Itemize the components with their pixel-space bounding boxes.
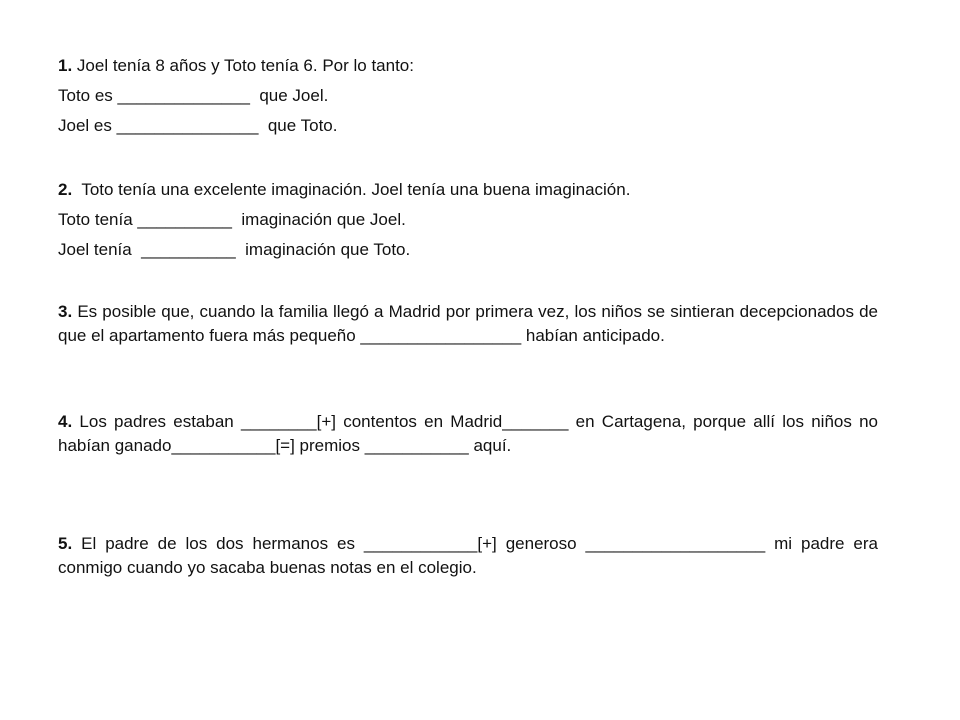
question-1-intro-text: Joel tenía 8 años y Toto tenía 6. Por lo tanto: xyxy=(72,56,414,75)
question-1 xyxy=(58,54,878,144)
question-5 xyxy=(58,532,878,580)
question-4-text: Los padres estaban ________[+] contentos en Madrid_______ en Cartagena, porque allí los niños no habían ganado___________[=] premios ___________ aquí. xyxy=(58,412,878,455)
question-4-number: 4. xyxy=(58,412,73,431)
question-2-number: 2. xyxy=(58,180,73,199)
question-3 xyxy=(58,300,878,348)
question-1-line-2: Joel es _______________ que Toto. xyxy=(58,116,338,135)
question-2-line-1: Toto tenía __________ imaginación que Joel. xyxy=(58,210,406,229)
question-3-text: Es posible que, cuando la familia llegó a Madrid por primera vez, los niños se sintieran decepcionados de que el apartamento fuera más pequeño _________________ habían anticipado. xyxy=(58,302,878,345)
question-1-intro xyxy=(58,54,878,78)
question-2 xyxy=(58,178,878,268)
question-3-number: 3. xyxy=(58,302,73,321)
question-5-number: 5. xyxy=(58,534,73,553)
question-1-number: 1. xyxy=(58,56,73,75)
question-1-line-1: Toto es ______________ que Joel. xyxy=(58,86,329,105)
question-2-intro xyxy=(58,178,878,202)
question-5-text: El padre de los dos hermanos es ____________[+] generoso ___________________ mi padre era conmigo cuando yo sacaba buenas notas en el colegio. xyxy=(58,534,878,577)
question-2-line-2: Joel tenía __________ imaginación que Toto. xyxy=(58,240,411,259)
question-4 xyxy=(58,410,878,458)
question-2-intro-text: Toto tenía una excelente imaginación. Joel tenía una buena imaginación. xyxy=(72,180,631,199)
